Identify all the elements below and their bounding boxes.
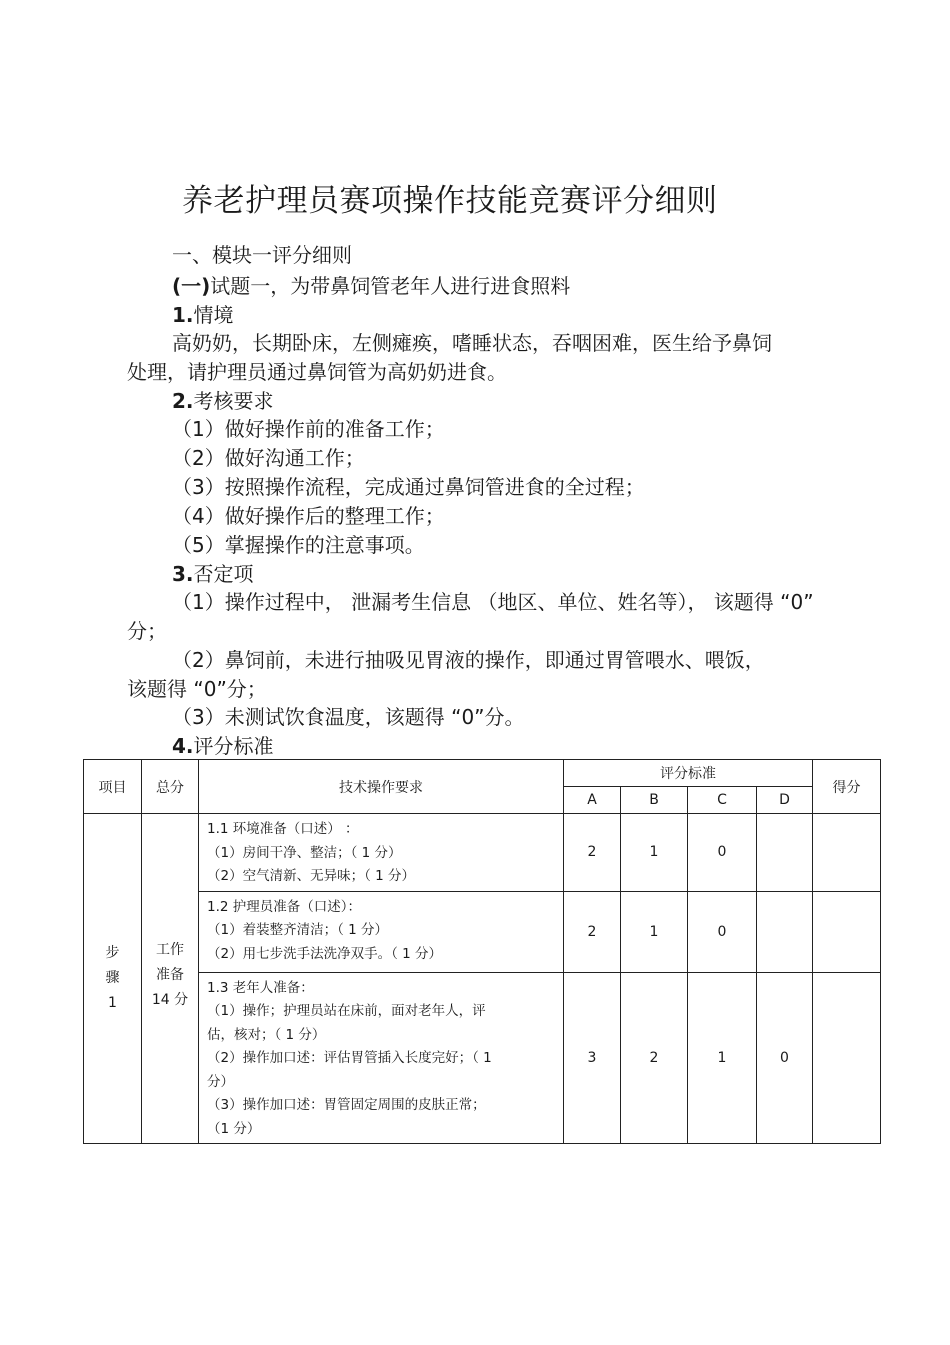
score-cell (813, 814, 881, 892)
requirement-item: （5）掌握操作的注意事项。 (172, 533, 425, 557)
heading-text: 评分标准 (193, 734, 274, 758)
requirement-item: （1）做好操作前的准备工作； (172, 417, 445, 441)
table-row (84, 972, 881, 1144)
subsection-heading (172, 274, 570, 298)
heading-negatives (172, 562, 254, 586)
heading-number: 1. (172, 303, 194, 327)
heading-number: 4. (172, 734, 194, 758)
header-grade-d: D (757, 787, 813, 814)
table-row (84, 891, 881, 972)
heading-requirements (172, 389, 274, 413)
requirement-item: （3）按照操作流程，完成通过鼻饲管进食的全过程； (172, 475, 645, 499)
heading-scoring (172, 734, 274, 758)
heading-scenario (172, 303, 234, 327)
subsection-text: 试题一，为带鼻饲管老年人进行进食照料 (210, 274, 571, 298)
grade-c: 0 (688, 891, 757, 972)
heading-text: 否定项 (193, 562, 254, 586)
header-total: 总分 (142, 760, 199, 814)
header-grade-c: C (688, 787, 757, 814)
header-item: 项目 (84, 760, 142, 814)
scoring-table (83, 759, 881, 1144)
step-cell: 步 骤 1 (84, 814, 142, 1144)
heading-text: 考核要求 (193, 389, 274, 413)
score-cell (813, 891, 881, 972)
grade-d: 0 (757, 972, 813, 1144)
total-cell: 工作 准备 14 分 (142, 814, 199, 1144)
grade-a: 3 (564, 972, 621, 1144)
requirement-cell: 1.3 老年人准备： （1）操作；护理员站在床前，面对老年人，评 估，核对；（ 1 分） （2）操作加口述：评估胃管插入长度完好；（ 1 分） （3）操作加口述：胃管固定周围的皮肤正常； （1 分） (199, 972, 564, 1144)
score-cell (813, 972, 881, 1144)
heading-text: 情境 (193, 303, 234, 327)
negative-item-cont: 该题得 “0”分； (127, 677, 267, 701)
requirement-item: （4）做好操作后的整理工作； (172, 504, 445, 528)
scenario-line: 高奶奶，长期卧床，左侧瘫痪，嗜睡状态，吞咽困难，医生给予鼻饲 (172, 331, 772, 355)
grade-a: 2 (564, 891, 621, 972)
requirement-cell: 1.2 护理员准备（口述）： （1）着装整齐清洁；（ 1 分） （2）用七步洗手法洗净双手。（ 1 分） (199, 891, 564, 972)
subsection-number: (一) (172, 274, 211, 298)
grade-d (757, 814, 813, 892)
section-heading: 一、模块一评分细则 (172, 243, 352, 267)
grade-b: 1 (621, 891, 688, 972)
heading-number: 3. (172, 562, 194, 586)
scenario-line: 处理，请护理员通过鼻饲管为高奶奶进食。 (127, 360, 507, 384)
header-grade-a: A (564, 787, 621, 814)
grade-c: 0 (688, 814, 757, 892)
negative-item: （1）操作过程中， 泄漏考生信息 （地区、单位、姓名等）， 该题得 “0” (172, 590, 814, 614)
negative-item: （2）鼻饲前，未进行抽吸见胃液的操作，即通过胃管喂水、喂饭， (172, 648, 765, 672)
grade-a: 2 (564, 814, 621, 892)
header-requirement: 技术操作要求 (199, 760, 564, 814)
header-standard: 评分标准 (564, 760, 813, 787)
table-header-row (84, 760, 881, 787)
page-title: 养老护理员赛项操作技能竞赛评分细则 (182, 183, 718, 219)
grade-b: 1 (621, 814, 688, 892)
grade-d (757, 891, 813, 972)
table-row (84, 814, 881, 892)
heading-number: 2. (172, 389, 194, 413)
requirement-item: （2）做好沟通工作； (172, 446, 365, 470)
negative-item-cont: 分； (127, 619, 167, 643)
requirement-cell: 1.1 环境准备（口述） ： （1）房间干净、整洁；（ 1 分） （2）空气清新、无异味；（ 1 分） (199, 814, 564, 892)
grade-c: 1 (688, 972, 757, 1144)
negative-item: （3）未测试饮食温度，该题得 “0”分。 (172, 705, 525, 729)
header-score: 得分 (813, 760, 881, 814)
header-grade-b: B (621, 787, 688, 814)
grade-b: 2 (621, 972, 688, 1144)
